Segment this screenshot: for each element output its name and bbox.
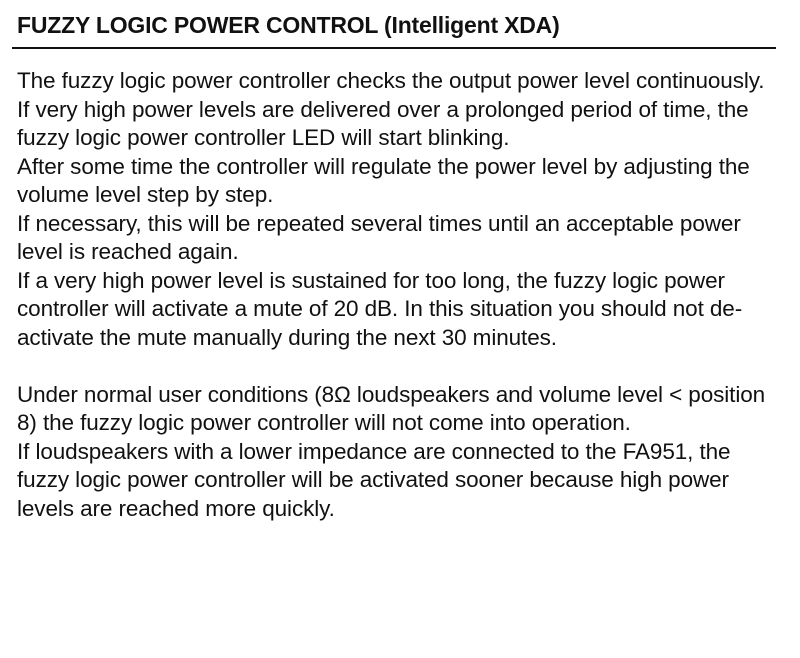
paragraph-spacer: [17, 352, 787, 381]
body-text: [17, 67, 787, 523]
section-heading: FUZZY LOGIC POWER CONTROL (Intelligent XDA): [17, 12, 560, 38]
paragraph: If very high power levels are delivered over a prolonged period of time, the fuzzy logic power controller LED will start blinking.: [17, 96, 749, 150]
paragraph: If a very high power level is sustained for too long, the fuzzy logic power controller will activate a mute of 20 dB. In this situation you should not de-activate the mute manually during the next 30 minutes.: [17, 267, 743, 350]
paragraph: After some time the controller will regulate the power level by adjusting the volume level step by step.: [17, 153, 750, 207]
paragraph: If loudspeakers with a lower impedance are connected to the FA951, the fuzzy logic power controller will be activated sooner because high power levels are reached more quickly.: [17, 438, 731, 521]
paragraph: Under normal user conditions (8Ω loudspeakers and volume level < position 8) the fuzzy logic power controller will not come into operation.: [17, 381, 766, 435]
paragraph: If necessary, this will be repeated several times until an acceptable power level is reached again.: [17, 210, 741, 264]
paragraph: The fuzzy logic power controller checks the output power level continuously.: [17, 68, 765, 93]
heading-divider: [12, 47, 776, 49]
